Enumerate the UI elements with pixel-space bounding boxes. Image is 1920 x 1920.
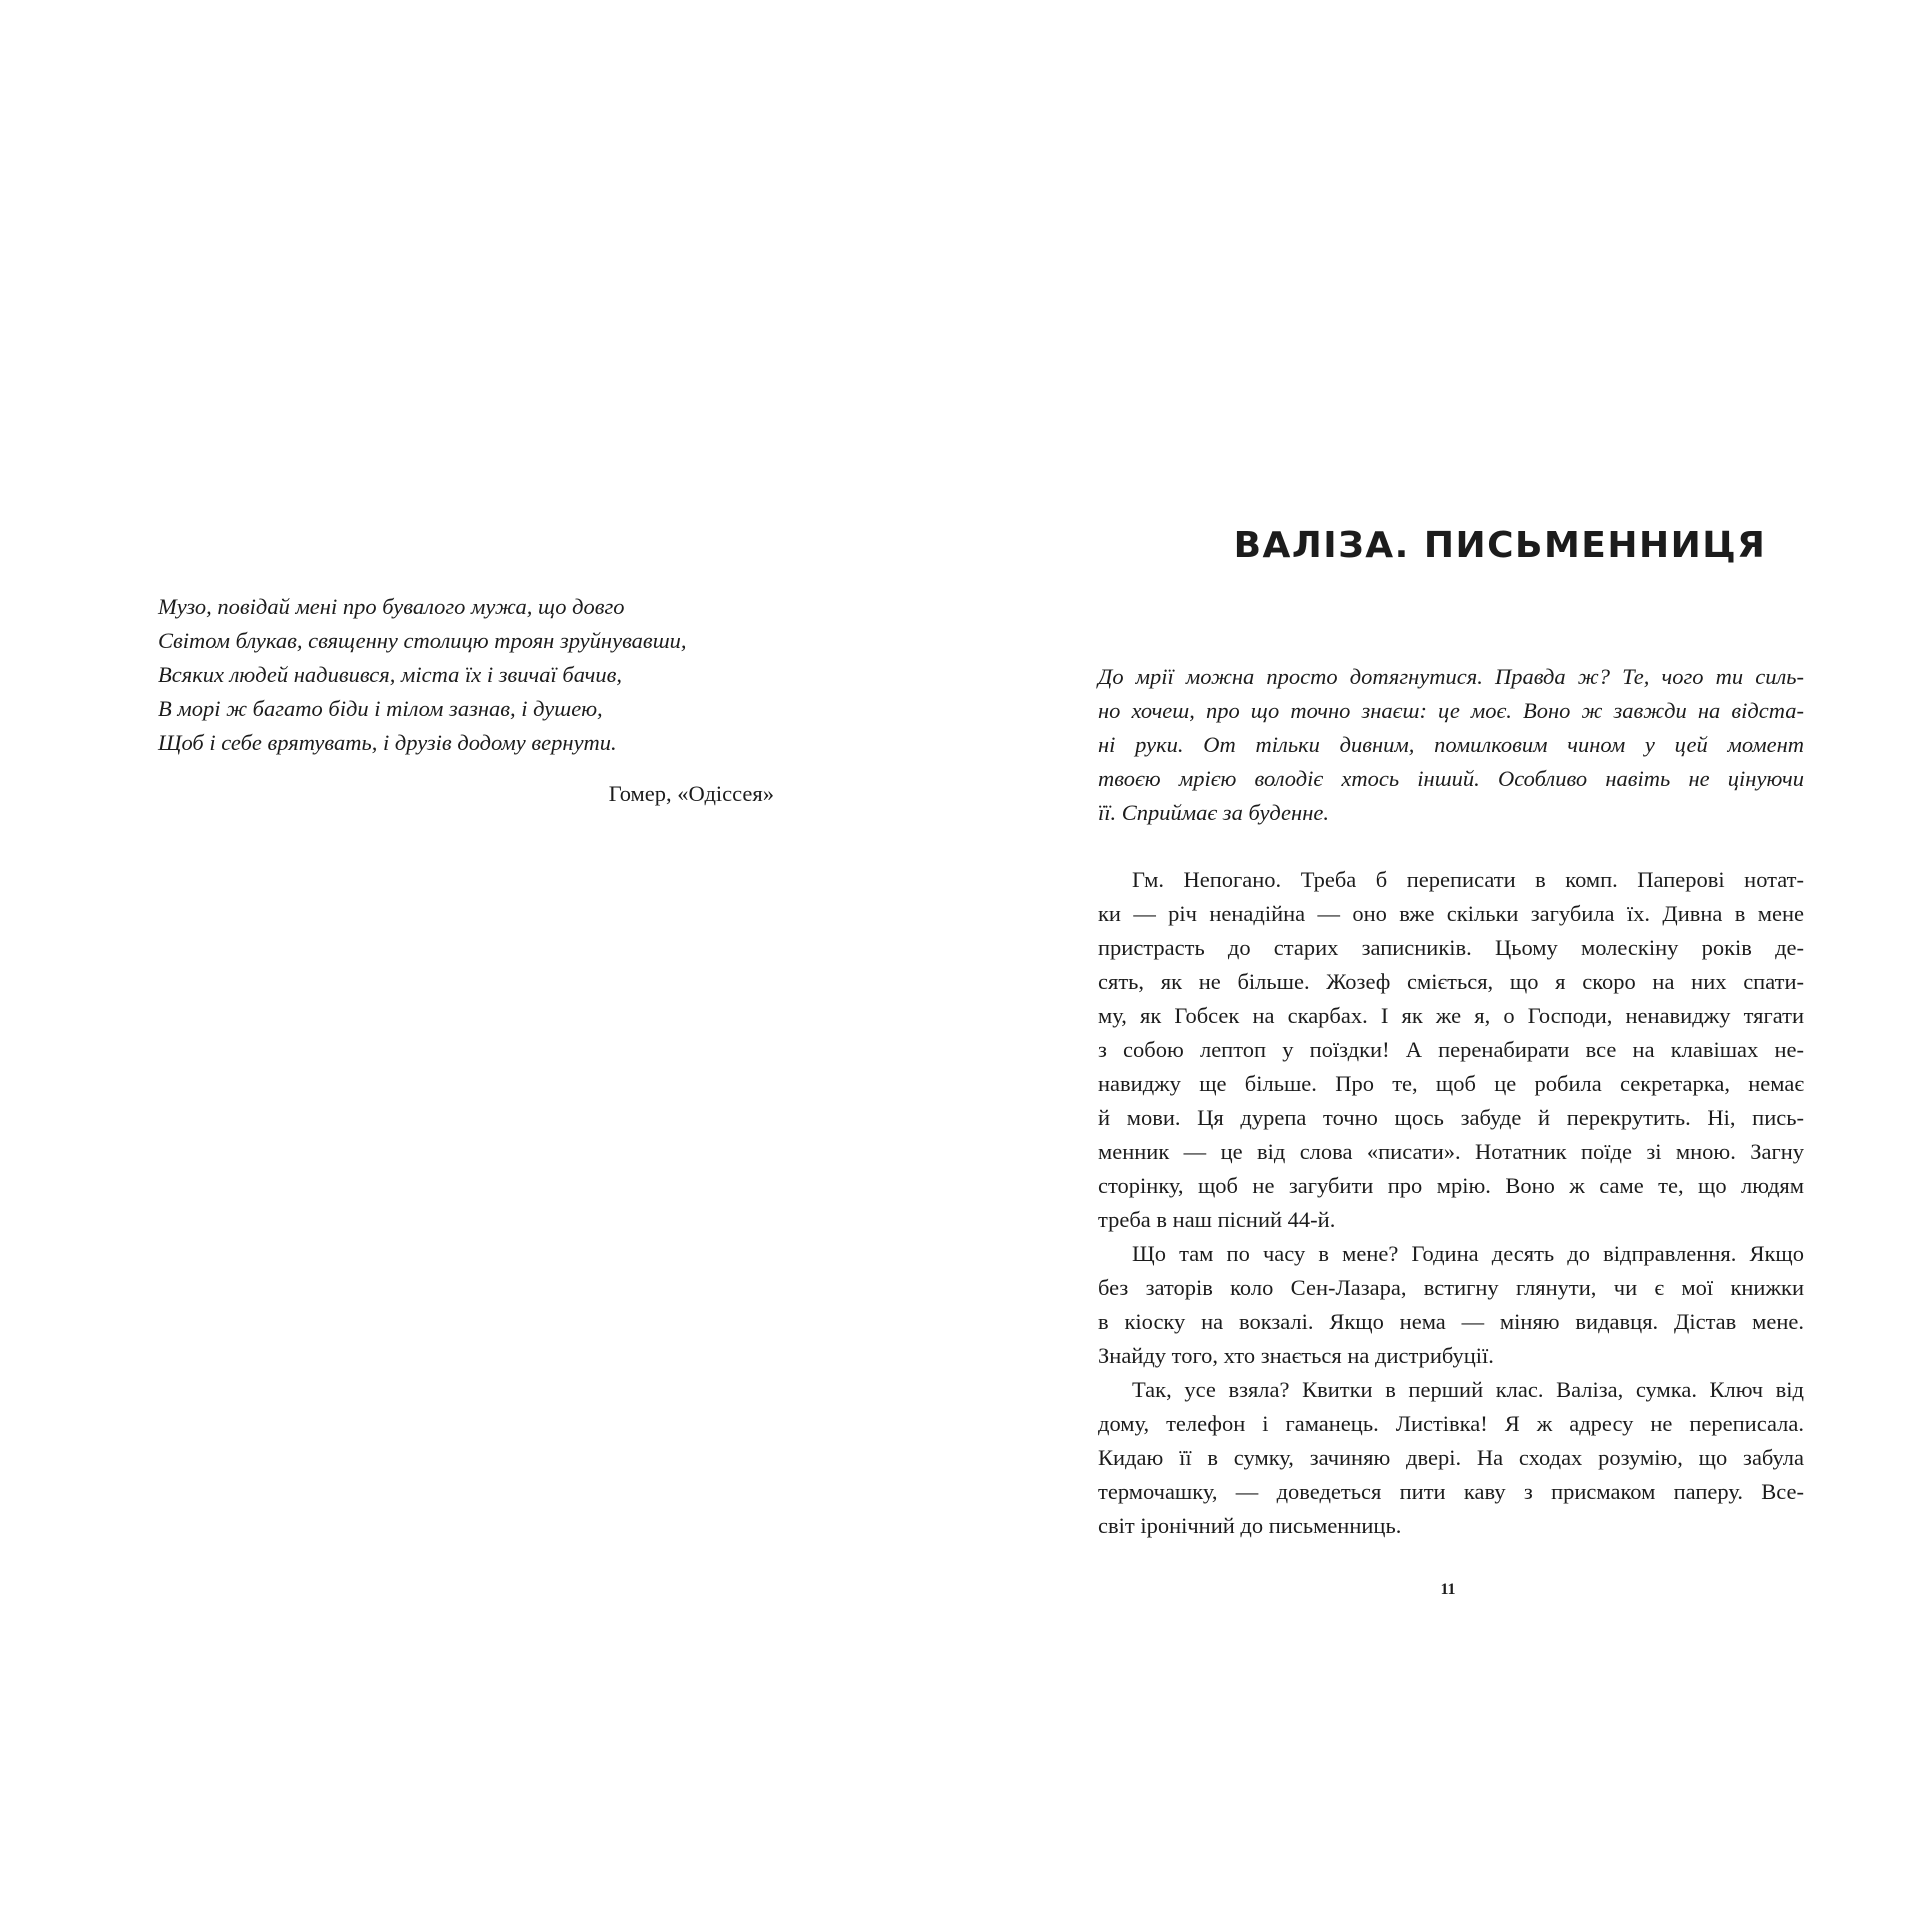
paragraph-1 xyxy=(1098,863,1804,1237)
text-line: менник — це від слова «писати». Нотатник поїде зі мною. Загну xyxy=(1098,1139,1804,1164)
text-line: й мови. Ця дурепа точно щось забуде й перекрутить. Ні, пись- xyxy=(1098,1105,1804,1130)
text-line: світ іронічний до письменниць. xyxy=(1098,1513,1402,1538)
page-number: 11 xyxy=(1440,1581,1456,1598)
intro-line: но хочеш, про що точно знаєш: це моє. Воно ж завжди на відста- xyxy=(1098,698,1804,723)
text-line: Так, усе взяла? Квитки в перший клас. Валіза, сумка. Ключ від xyxy=(1132,1377,1804,1402)
paragraph-2 xyxy=(1098,1237,1804,1373)
epigraph-verse xyxy=(158,590,774,760)
epigraph-line: Світом блукав, священну столицю троян зруйнувавши, xyxy=(158,628,687,653)
text-line: дому, телефон і гаманець. Листівка! Я ж адресу не переписала. xyxy=(1098,1411,1804,1436)
text-line: Гм. Непогано. Треба б переписати в комп. Паперові нотат- xyxy=(1132,867,1804,892)
text-line: термочашку, — доведеться пити каву з присмаком паперу. Все- xyxy=(1098,1479,1804,1504)
text-line: ки — річ ненадійна — оно вже скільки загубила їх. Дивна в мене xyxy=(1098,901,1804,926)
chapter-title: ВАЛІЗА. ПИСЬМЕННИЦЯ xyxy=(1233,525,1767,566)
text-line: навиджу ще більше. Про те, щоб це робила секретарка, немає xyxy=(1098,1071,1804,1096)
intro-line: твоєю мрією володіє хтось інший. Особливо навіть не цінуючи xyxy=(1098,766,1804,791)
epigraph-source: Гомер, «Одіссея» xyxy=(608,781,774,806)
text-line: Що там по часу в мене? Година десять до відправлення. Якщо xyxy=(1132,1241,1804,1266)
epigraph xyxy=(158,590,774,811)
text-line: без заторів коло Сен-Лазара, встигну глянути, чи є мої книжки xyxy=(1098,1275,1804,1300)
epigraph-line: Щоб і себе врятувать, і друзів додому вернути. xyxy=(158,730,617,755)
chapter-intro xyxy=(1098,660,1804,830)
chapter-body xyxy=(1098,863,1804,1543)
text-line: в кіоску на вокзалі. Якщо нема — міняю видавця. Дістав мене. xyxy=(1098,1309,1804,1334)
text-line: Кидаю її в сумку, зачиняю двері. На сходах розумію, що забула xyxy=(1098,1445,1804,1470)
text-line: Знайду того, хто знається на дистрибуції. xyxy=(1098,1343,1494,1368)
text-line: сторінку, щоб не загубити про мрію. Воно ж саме те, що людям xyxy=(1098,1173,1804,1198)
paragraph-3 xyxy=(1098,1373,1804,1543)
text-line: пристрасть до старих записників. Цьому молескіну років де- xyxy=(1098,935,1804,960)
intro-line: ні руки. От тільки дивним, помилковим чином у цей момент xyxy=(1098,732,1804,757)
epigraph-line: Всяких людей надивився, міста їх і звичаї бачив, xyxy=(158,662,623,687)
text-line: з собою лептоп у поїздки! А перенабирати все на клавішах не- xyxy=(1098,1037,1804,1062)
text-line: треба в наш пісний 44-й. xyxy=(1098,1207,1336,1232)
text-line: му, як Гобсек на скарбах. І як же я, о Господи, ненавиджу тягати xyxy=(1098,1003,1804,1028)
epigraph-line: Музо, повідай мені про бувалого мужа, що довго xyxy=(158,594,625,619)
intro-line: До мрії можна просто дотягнутися. Правда ж? Те, чого ти силь- xyxy=(1098,664,1804,689)
text-line: сять, як не більше. Жозеф сміється, що я скоро на них спати- xyxy=(1098,969,1804,994)
epigraph-line: В морі ж багато біди і тілом зазнав, і душею, xyxy=(158,696,603,721)
intro-line: її. Сприймає за буденне. xyxy=(1098,800,1329,825)
